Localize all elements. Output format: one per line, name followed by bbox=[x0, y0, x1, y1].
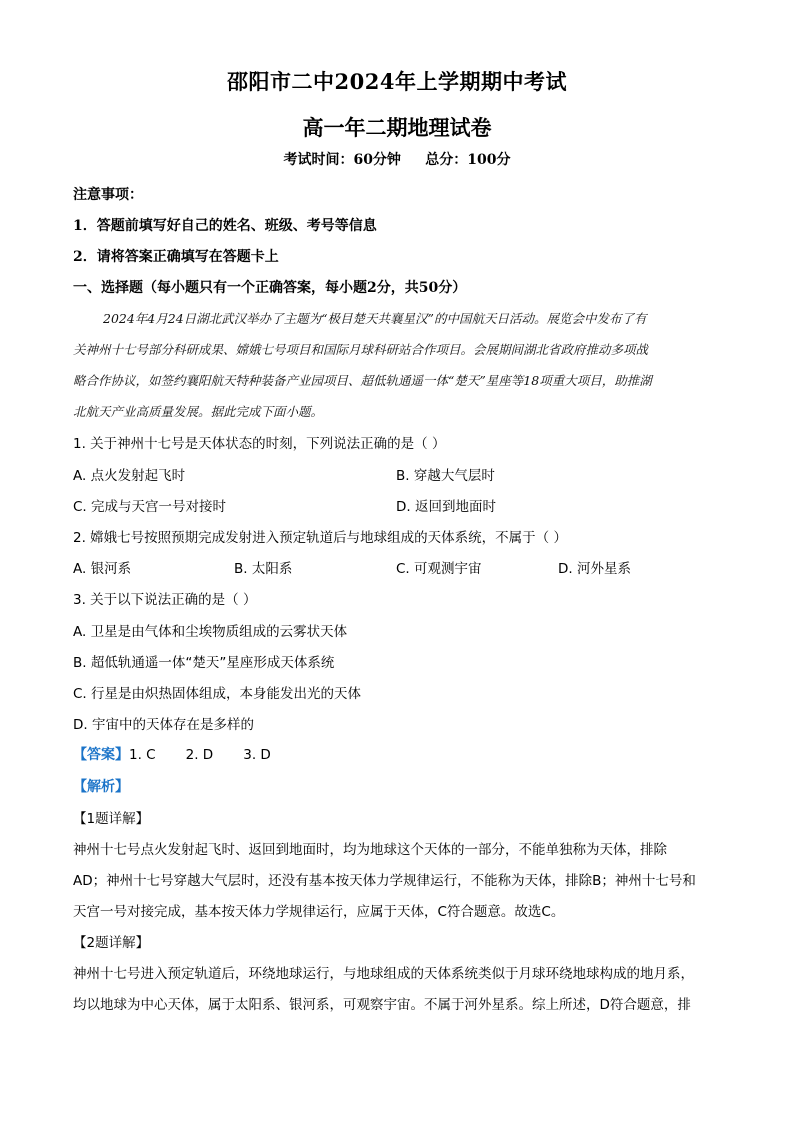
answer-text: 1. C 2. D 3. D bbox=[129, 747, 271, 763]
passage-line-1: 2024年4月24日湖北武汉举办了主题为“极目楚天共襄星汉”的中国航天日活动。展览会中发布了有 bbox=[103, 311, 647, 326]
detail-2-line-1: 神州十七号进入预定轨道后，环绕地球运行，与地球组成的天体系统类似于月球环绕地球构成的地月系， bbox=[73, 966, 694, 982]
section-heading: 一、选择题（每小题只有一个正确答案，每小题2分，共50分） bbox=[73, 280, 467, 296]
q3-option-c: C. 行星是由炽热固体组成，本身能发出光的天体 bbox=[73, 686, 362, 702]
note-item-1: 1．答题前填写好自己的姓名、班级、考号等信息 bbox=[73, 218, 377, 234]
question-3-stem: 3. 关于以下说法正确的是（ ） bbox=[73, 592, 257, 608]
exam-subtitle: 高一年二期地理试卷 bbox=[302, 115, 492, 140]
passage-line-2: 关神州十七号部分科研成果、嫦娥七号项目和国际月球科研站合作项目。会展期间湖北省政府推动多项战 bbox=[73, 342, 649, 357]
q3-option-b: B. 超低轨通遥一体“楚天”星座形成天体系统 bbox=[73, 655, 335, 671]
q3-option-a: A. 卫星是由气体和尘埃物质组成的云雾状天体 bbox=[73, 624, 348, 640]
note-item-2: 2．请将答案正确填写在答题卡上 bbox=[73, 249, 279, 265]
passage-line-4: 北航天产业高质量发展。据此完成下面小题。 bbox=[73, 404, 324, 419]
q1-option-a: A. 点火发射起飞时 bbox=[73, 468, 186, 484]
detail-2-line-2: 均以地球为中心天体，属于太阳系、银河系，可观察宇宙。不属于河外星系。综上所述，D符合题意，排 bbox=[73, 997, 691, 1013]
detail-1-line-3: 天宫一号对接完成，基本按天体力学规律运行，应属于天体，C符合题意。故选C。 bbox=[73, 904, 565, 920]
analysis-label: 【解析】 bbox=[73, 779, 129, 795]
exam-title: 邵阳市二中2024年上学期期中考试 bbox=[227, 69, 567, 94]
q3-option-d: D. 宇宙中的天体存在是多样的 bbox=[73, 717, 254, 733]
q2-option-d: D. 河外星系 bbox=[558, 561, 631, 577]
detail-1-line-1: 神州十七号点火发射起飞时、返回到地面时，均为地球这个天体的一部分，不能单独称为天体，排除 bbox=[73, 842, 667, 858]
detail-2-heading: 【2题详解】 bbox=[73, 935, 150, 951]
exam-info: 考试时间：60分钟 总分：100分 bbox=[283, 152, 511, 168]
detail-1-heading: 【1题详解】 bbox=[73, 811, 150, 827]
answer-row bbox=[73, 744, 271, 764]
passage-line-3: 略合作协议，如签约襄阳航天特种装备产业园项目、超低轨通遥一体“楚天”星座等18项重大项目，助推湖 bbox=[73, 373, 652, 388]
q2-option-a: A. 银河系 bbox=[73, 561, 132, 577]
question-2-stem: 2. 嫦娥七号按照预期完成发射进入预定轨道后与地球组成的天体系统，不属于（ ） bbox=[73, 530, 567, 546]
q2-option-c: C. 可观测宇宙 bbox=[396, 561, 482, 577]
question-1-stem: 1. 关于神州十七号是天体状态的时刻，下列说法正确的是（ ） bbox=[73, 436, 446, 452]
q1-option-d: D. 返回到地面时 bbox=[396, 499, 496, 515]
q1-option-c: C. 完成与天宫一号对接时 bbox=[73, 499, 227, 515]
answer-label: 【答案】 bbox=[73, 747, 129, 763]
notes-heading: 注意事项： bbox=[73, 187, 143, 203]
q1-option-b: B. 穿越大气层时 bbox=[396, 468, 495, 484]
q2-option-b: B. 太阳系 bbox=[234, 561, 293, 577]
detail-1-line-2: AD；神州十七号穿越大气层时，还没有基本按天体力学规律运行，不能称为天体，排除B；神州十七号和 bbox=[73, 873, 696, 889]
